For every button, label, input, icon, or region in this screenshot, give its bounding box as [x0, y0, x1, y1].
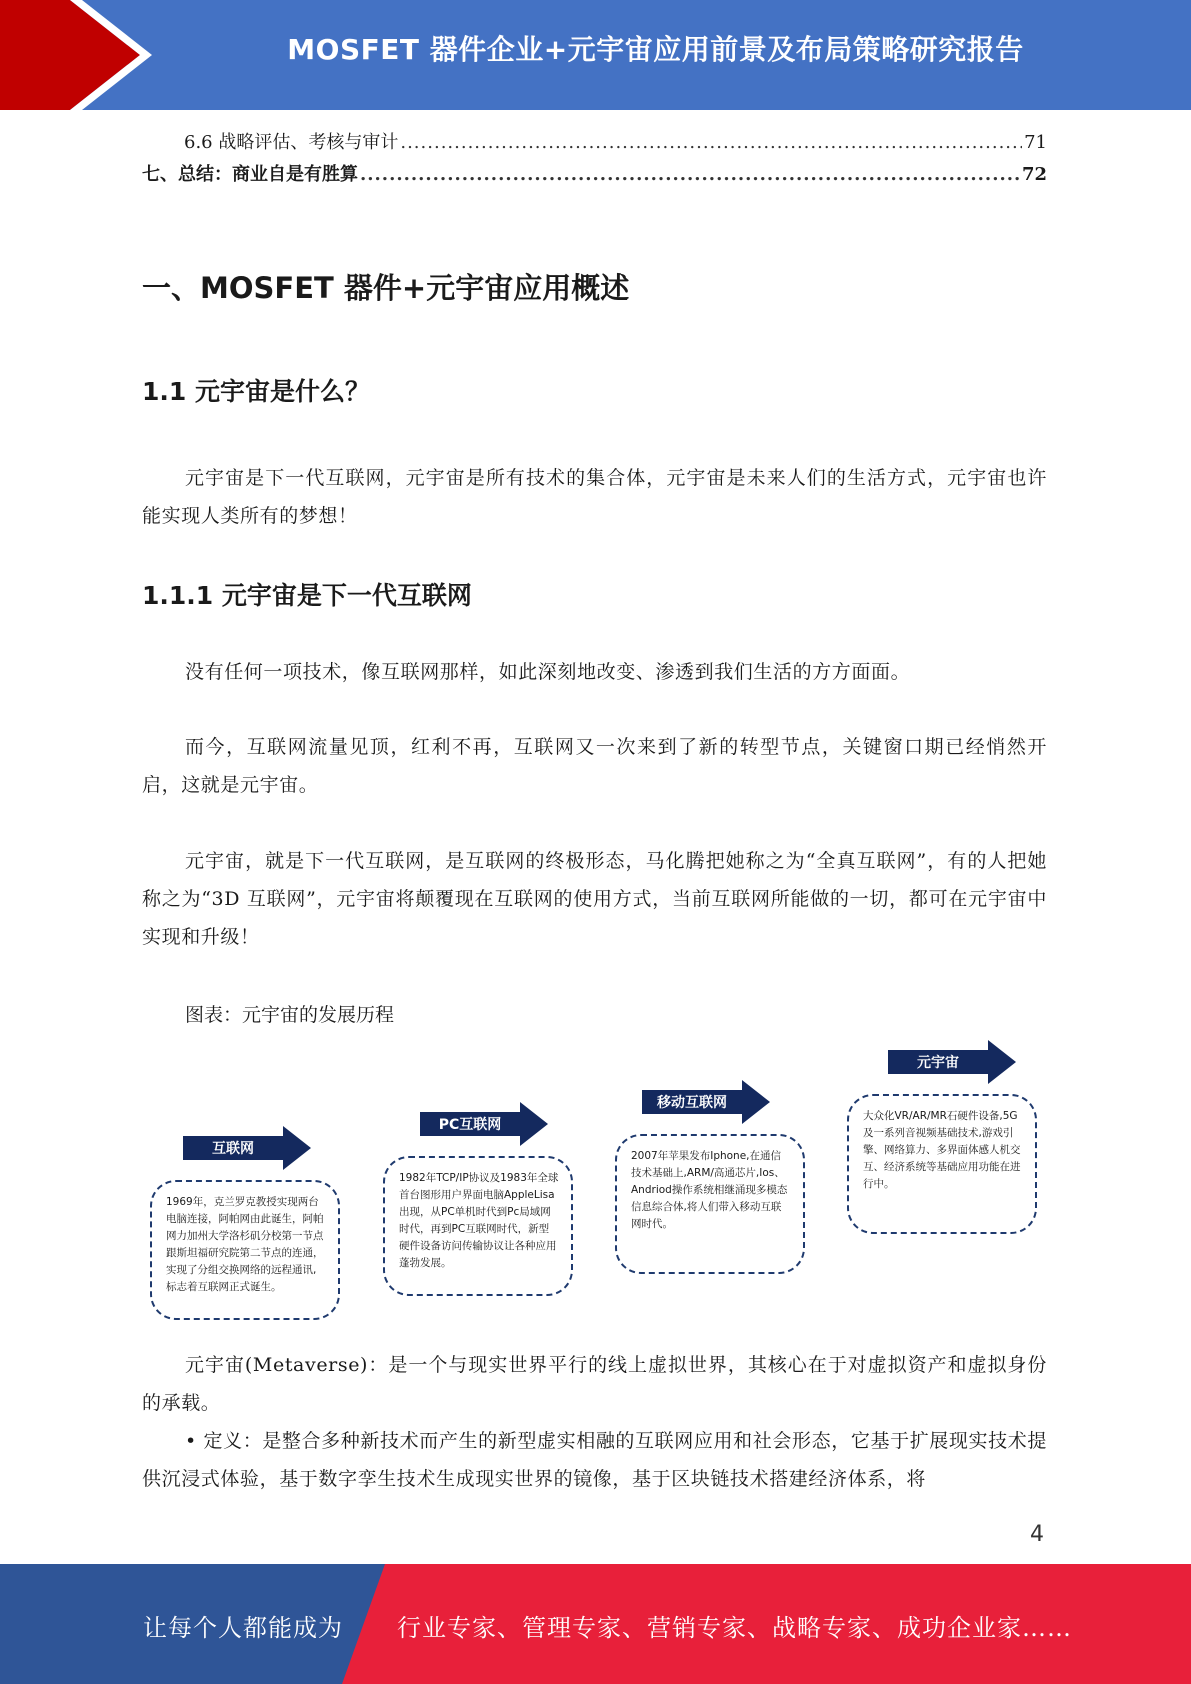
body-paragraph: 而今，互联网流量见顶，红利不再，互联网又一次来到了新的转型节点，关键窗口期已经悄然开启，这就是元宇宙。: [142, 736, 1047, 796]
header-title: MOSFET 器件企业+元宇宙应用前景及布局策略研究报告: [287, 33, 1024, 66]
toc-entry-page: 72: [1021, 164, 1047, 185]
subsection-heading: 1.1 元宇宙是什么？: [142, 377, 370, 406]
toc-entry[interactable]: [142, 128, 1047, 160]
stage-arrow: [420, 1102, 548, 1146]
stage-label: 互联网: [212, 1141, 254, 1157]
stage-description-box: 2007年苹果发布Iphone,在通信技术基础上,ARM/高通芯片,Ios、Andriod操作系统相继涌现多模态信息综合体,将人们带入移动互联网时代。: [615, 1134, 805, 1274]
section-heading: 一、MOSFET 器件+元宇宙应用概述: [142, 271, 630, 305]
body-paragraph: 元宇宙是下一代互联网，元宇宙是所有技术的集合体，元宇宙是未来人们的生活方式，元宇宙也许能实现人类所有的梦想！: [142, 467, 1047, 527]
body-paragraph: 没有任何一项技术，像互联网那样，如此深刻地改变、渗透到我们生活的方方面面。: [185, 661, 911, 683]
stage-description-box: 大众化VR/AR/MR石硬件设备,5G及一系列音视频基础技术,游戏引擎、网络算力、多界面体感人机交互、经济系统等基础应用功能在进行中。: [847, 1094, 1037, 1234]
footer-slogan-left: 让每个人都能成为: [143, 1614, 343, 1642]
body-paragraph: • 定义：是整合多种新技术而产生的新型虚实相融的互联网应用和社会形态，它基于扩展现实技术提供沉浸式体验，基于数字孪生技术生成现实世界的镜像，基于区块链技术搭建经济体系，将: [142, 1430, 1047, 1490]
stage-arrow: [888, 1040, 1016, 1084]
toc-leader: [400, 132, 1022, 153]
toc-entry-label: 6.6 战略评估、考核与审计: [184, 132, 399, 153]
figure-caption: 图表：元宇宙的发展历程: [185, 1004, 395, 1026]
stage-description-box: 1969年，克兰罗克教授实现两台电脑连接，阿帕网由此诞生，阿帕网力加州大学洛杉矶分校第一节点跟斯坦福研究院第二节点的连通，实现了分组交换网络的远程通讯,标志着互联网正式诞生。: [150, 1180, 340, 1320]
timeline-figure: [140, 1030, 1050, 1330]
page-number: 4: [1030, 1522, 1044, 1547]
stage-label: 元宇宙: [917, 1055, 959, 1071]
stage-label: PC互联网: [438, 1117, 502, 1133]
toc-entry-label: 七、总结：商业自是有胜算: [142, 164, 358, 185]
toc-leader: [360, 164, 1020, 185]
footer-slogan-right: 行业专家、管理专家、营销专家、战略专家、成功企业家……: [397, 1614, 1072, 1642]
stage-label: 移动互联网: [657, 1095, 727, 1111]
body-paragraph: 元宇宙，就是下一代互联网，是互联网的终极形态，马化腾把她称之为“全真互联网”，有的人把她称之为“3D 互联网”，元宇宙将颠覆现在互联网的使用方式，当前互联网所能做的一切，都可在元宇宙中实现和升级！: [142, 850, 1047, 948]
stage-arrow: [642, 1080, 770, 1124]
page-header: [0, 0, 1191, 110]
body-paragraph: 元宇宙(Metaverse)：是一个与现实世界平行的线上虚拟世界，其核心在于对虚拟资产和虚拟身份的承载。: [142, 1354, 1048, 1414]
toc-list: [142, 128, 1047, 192]
toc-entry[interactable]: [142, 160, 1047, 192]
page-footer: [0, 1564, 1191, 1684]
stage-description-box: 1982年TCP/IP协议及1983年全球首台图形用户界面电脑AppleLisa出现，从PC单机时代到Pc局域网时代，再到PC互联网时代，新型硬件设备访问传输协议让各种应用蓬勃发展。: [383, 1156, 573, 1296]
stage-arrow: [183, 1126, 311, 1170]
toc-entry-page: 71: [1024, 132, 1047, 153]
subsubsection-heading: 1.1.1 元宇宙是下一代互联网: [142, 581, 472, 610]
